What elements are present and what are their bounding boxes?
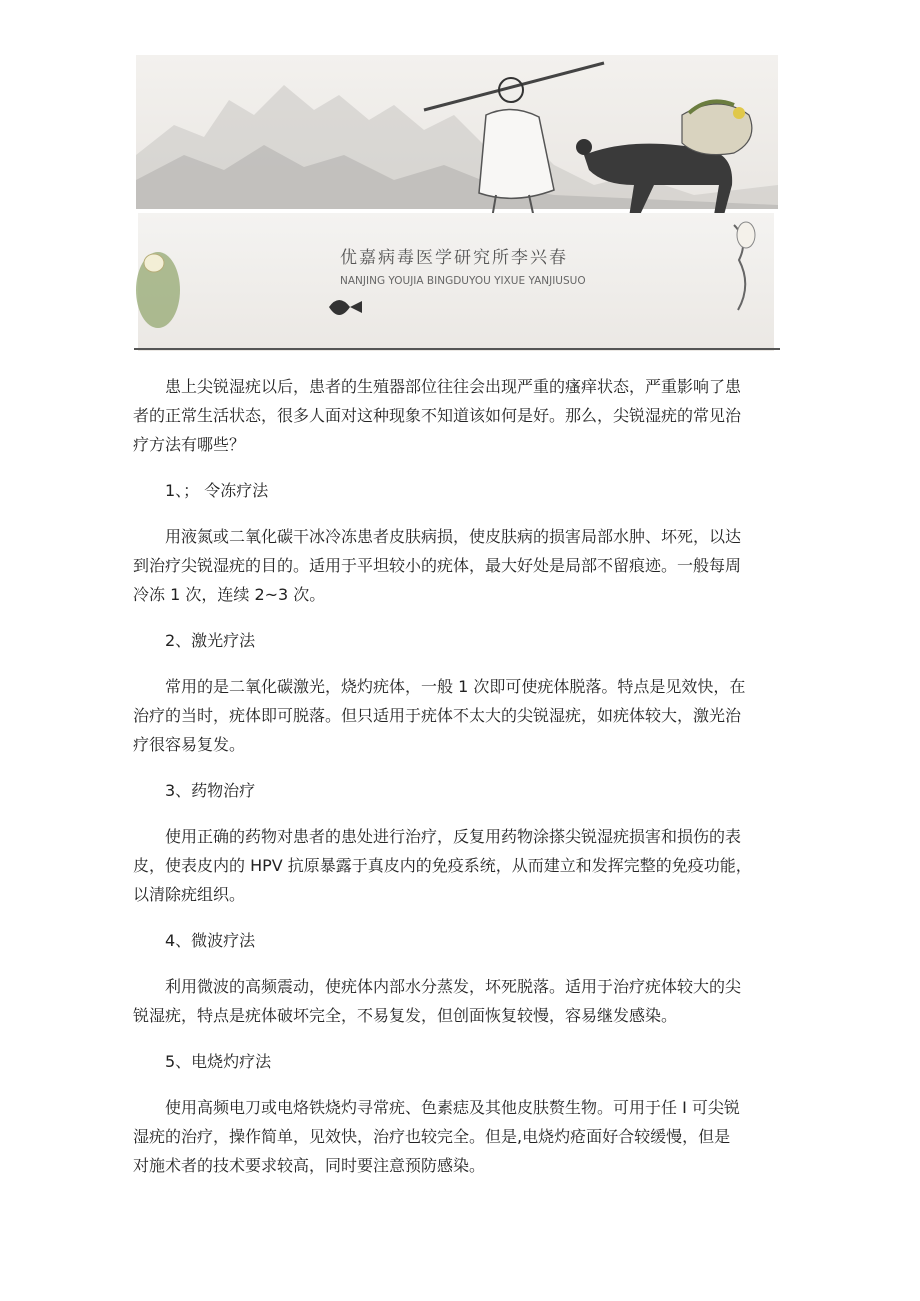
text-line: 湿疣的治疗，操作简单，见效快，治疗也较完全。但是,电烧灼疮面好合较缓慢，但是 bbox=[133, 1127, 731, 1146]
header-banner-image bbox=[134, 55, 780, 355]
section-heading-3: 3、药物治疗 bbox=[165, 781, 256, 800]
intro-paragraph bbox=[133, 372, 799, 459]
banner-title-en: NANJING YOUJIA BINGDUYOU YIXUE YANJIUSUO bbox=[340, 275, 586, 287]
text-line: 对施术者的技术要求较高，同时要注意预防感染。 bbox=[133, 1156, 486, 1175]
section-heading-2: 2、激光疗法 bbox=[165, 631, 256, 650]
section-heading-1: 1、； 令冻疗法 bbox=[165, 481, 269, 500]
text-line: 到治疗尖锐湿疣的目的。适用于平坦较小的疣体，最大好处是局部不留痕迹。一般每周 bbox=[133, 556, 742, 575]
section-paragraph-3 bbox=[133, 822, 799, 909]
text-line: 患上尖锐湿疣以后，患者的生殖器部位往往会出现严重的瘙痒状态，严重影响了患 bbox=[165, 377, 742, 396]
section-paragraph-4 bbox=[133, 972, 799, 1030]
article-body bbox=[133, 372, 799, 1180]
text-line: 常用的是二氧化碳激光，烧灼疣体，一般 1 次即可使疣体脱落。特点是见效快，在 bbox=[165, 677, 746, 696]
text-line: 冷冻 1 次，连续 2~3 次。 bbox=[133, 585, 326, 604]
text-line: 疗很容易复发。 bbox=[133, 735, 246, 754]
banner-title-cn: 优嘉病毒医学研究所李兴春 bbox=[340, 248, 568, 268]
text-line: 疗方法有哪些？ bbox=[133, 435, 246, 454]
text-line: 以清除疣组织。 bbox=[133, 885, 246, 904]
section-heading-4: 4、微波疗法 bbox=[165, 931, 256, 950]
section-paragraph-1 bbox=[133, 522, 799, 609]
text-line: 使用正确的药物对患者的患处进行治疗，反复用药物涂搽尖锐湿疣损害和损伤的表 bbox=[165, 827, 742, 846]
text-line: 使用高频电刀或电烙铁烧灼寻常疣、色素痣及其他皮肤赘生物。可用于任 I 可尖锐 bbox=[165, 1098, 740, 1117]
text-line: 者的正常生活状态，很多人面对这种现象不知道该如何是好。那么，尖锐湿疣的常见治 bbox=[133, 406, 742, 425]
section-paragraph-2 bbox=[133, 672, 799, 759]
text-line: 皮，使表皮内的 HPV 抗原暴露于真皮内的免疫系统，从而建立和发挥完整的免疫功能， bbox=[133, 856, 752, 875]
text-line: 治疗的当时，疣体即可脱落。但只适用于疣体不太大的尖锐湿疣，如疣体较大，激光治 bbox=[133, 706, 742, 725]
section-heading-5: 5、电烧灼疗法 bbox=[165, 1052, 272, 1071]
section-paragraph-5 bbox=[133, 1093, 799, 1180]
text-line: 锐湿疣，特点是疣体破坏完全，不易复发，但创面恢复较慢，容易继发感染。 bbox=[133, 1006, 678, 1025]
text-line: 用液氮或二氧化碳干冰冷冻患者皮肤病损，使皮肤病的损害局部水肿、坏死，以达 bbox=[165, 527, 742, 546]
text-line: 利用微波的高频震动，使疣体内部水分蒸发，坏死脱落。适用于治疗疣体较大的尖 bbox=[165, 977, 742, 996]
